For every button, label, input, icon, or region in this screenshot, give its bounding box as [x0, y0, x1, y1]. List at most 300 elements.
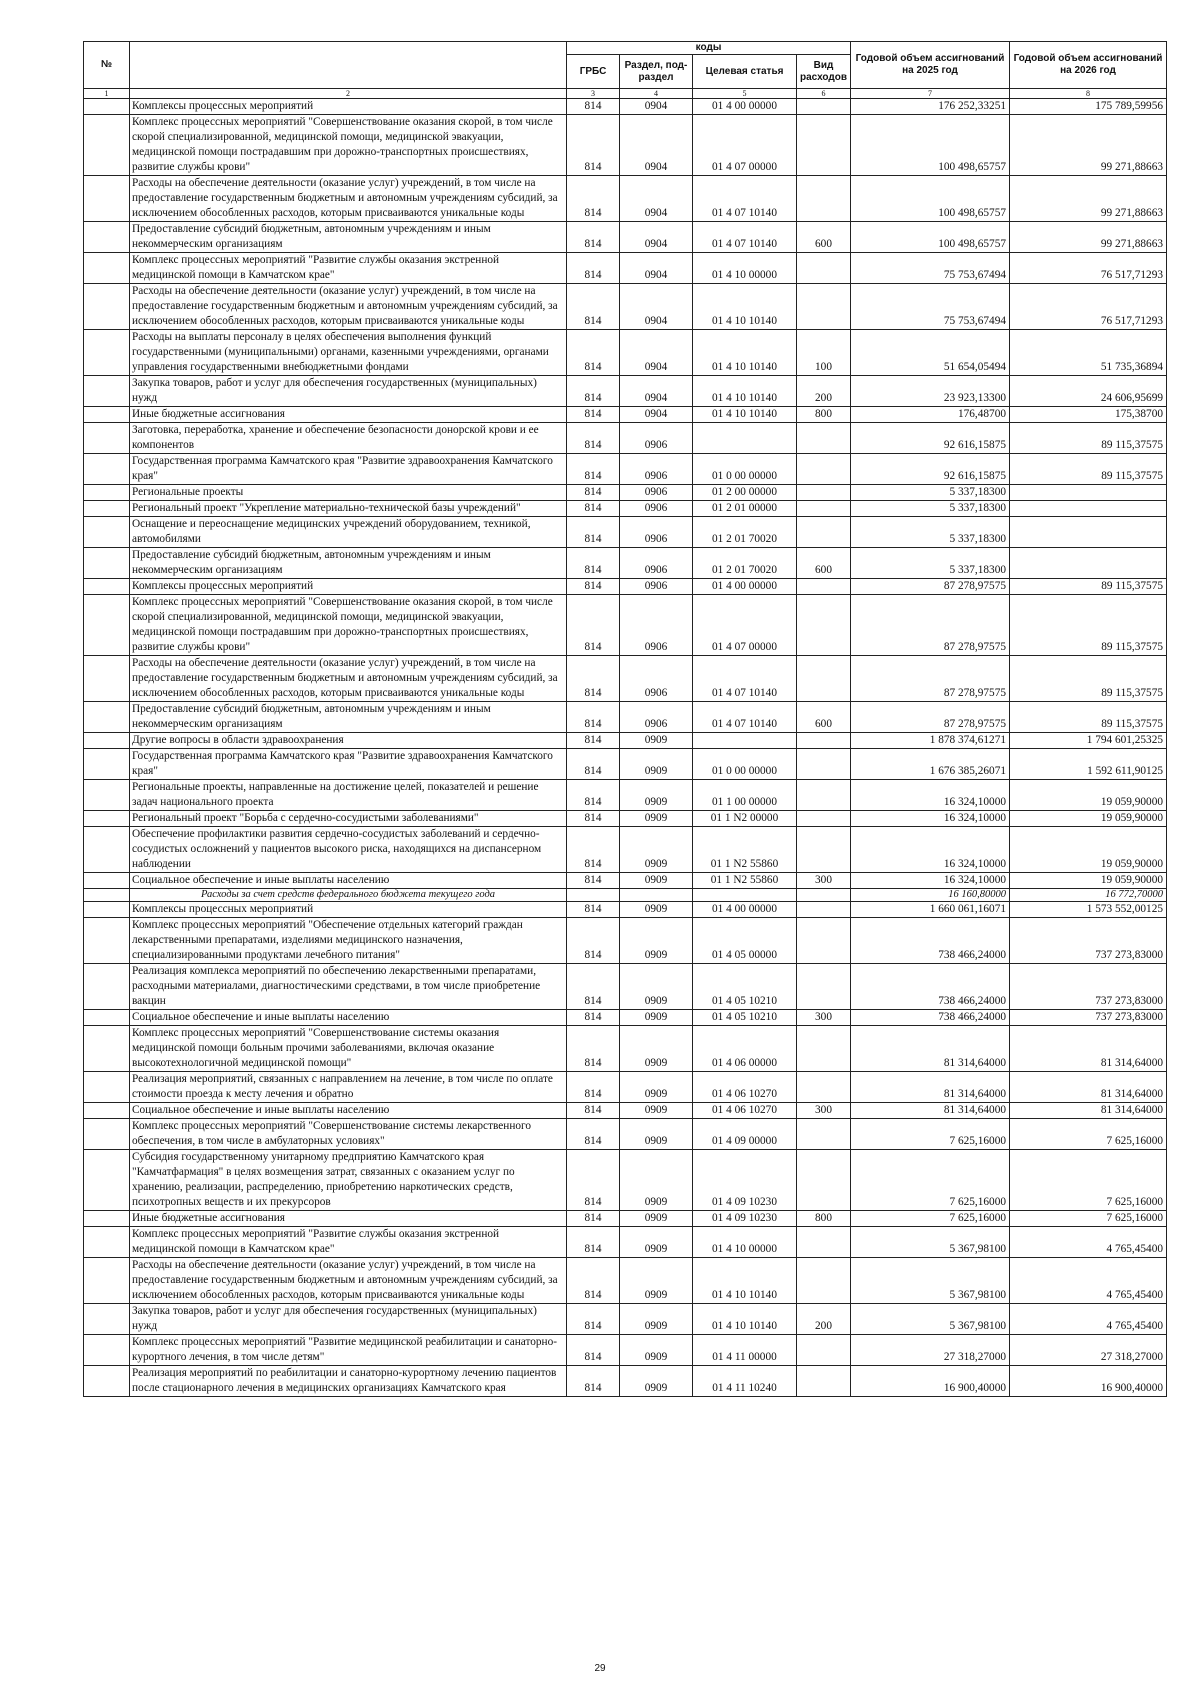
row-number-cell [84, 1304, 130, 1335]
table-row [84, 485, 1167, 501]
item-name: Расходы на обеспечение деятельности (оказание услуг) учреждений, в том числе на предоставление государственным бюджетным и автономным учреждениям субсидий, за исключением обособленных расходов, которым присваиваются уникальные коды [130, 1258, 567, 1304]
amount-2026: 4 765,45400 [1010, 1227, 1167, 1258]
grbs-code: 814 [567, 253, 620, 284]
item-name: Региональные проекты [130, 485, 567, 501]
row-number-cell [84, 1072, 130, 1103]
item-name: Расходы на обеспечение деятельности (оказание услуг) учреждений, в том числе на предоставление государственным бюджетным и автономным учреждениям субсидий, за исключением обособленных расходов, которым присваиваются уникальные коды [130, 284, 567, 330]
item-name: Закупка товаров, работ и услуг для обеспечения государственных (муниципальных) нужд [130, 376, 567, 407]
table-row [84, 330, 1167, 376]
row-number-cell [84, 330, 130, 376]
grbs-code: 814 [567, 902, 620, 918]
grbs-code: 814 [567, 407, 620, 423]
amount-2025: 5 367,98100 [851, 1227, 1010, 1258]
amount-2025: 5 337,18300 [851, 501, 1010, 517]
amount-2025: 87 278,97575 [851, 595, 1010, 656]
budget-sheet [83, 41, 1166, 1397]
row-number-cell [84, 115, 130, 176]
expense-kind-code: 200 [797, 376, 851, 407]
expense-kind-code: 800 [797, 407, 851, 423]
grbs-code: 814 [567, 376, 620, 407]
table-body [84, 99, 1167, 1397]
header-2026: Годовой объем ассигнований на 2026 год [1010, 42, 1167, 89]
amount-2025: 16 900,40000 [851, 1366, 1010, 1397]
item-name: Закупка товаров, работ и услуг для обеспечения государственных (муниципальных) нужд [130, 1304, 567, 1335]
table-row [84, 702, 1167, 733]
target-code: 01 4 07 10140 [693, 656, 797, 702]
amount-2026 [1010, 501, 1167, 517]
table-row [84, 423, 1167, 454]
column-number: 8 [1010, 89, 1167, 99]
target-code: 01 2 01 70020 [693, 517, 797, 548]
header-name [130, 42, 567, 89]
section-code: 0909 [620, 1119, 693, 1150]
grbs-code: 814 [567, 595, 620, 656]
empty-code-cell [693, 889, 797, 902]
row-number-cell [84, 423, 130, 454]
target-code: 01 4 09 00000 [693, 1119, 797, 1150]
row-number-cell [84, 1150, 130, 1211]
amount-2025: 5 367,98100 [851, 1258, 1010, 1304]
row-number-cell [84, 918, 130, 964]
grbs-code: 814 [567, 423, 620, 454]
column-number: 4 [620, 89, 693, 99]
section-code: 0909 [620, 749, 693, 780]
table-row [84, 811, 1167, 827]
table-row [84, 780, 1167, 811]
grbs-code: 814 [567, 579, 620, 595]
grbs-code: 814 [567, 485, 620, 501]
section-code: 0909 [620, 1258, 693, 1304]
expense-kind-code: 100 [797, 330, 851, 376]
section-code: 0909 [620, 1072, 693, 1103]
target-code: 01 4 10 10140 [693, 330, 797, 376]
amount-2026: 19 059,90000 [1010, 827, 1167, 873]
target-code: 01 4 10 10140 [693, 407, 797, 423]
target-code: 01 4 07 10140 [693, 702, 797, 733]
amount-2025: 7 625,16000 [851, 1211, 1010, 1227]
amount-2026: 89 115,37575 [1010, 702, 1167, 733]
column-number: 2 [130, 89, 567, 99]
expense-kind-code [797, 284, 851, 330]
section-code: 0909 [620, 1103, 693, 1119]
item-name: Государственная программа Камчатского края "Развитие здравоохранения Камчатского края" [130, 454, 567, 485]
amount-2026: 89 115,37575 [1010, 423, 1167, 454]
row-number-cell [84, 1103, 130, 1119]
section-code: 0909 [620, 1010, 693, 1026]
item-name: Расходы на выплаты персоналу в целях обеспечения выполнения функций государственными (муниципальными) органами, казенными учреждениями, органами управления государственными внебюджетными фондами [130, 330, 567, 376]
table-row [84, 595, 1167, 656]
item-name: Обеспечение профилактики развития сердечно-сосудистых заболеваний и сердечно-сосудистых осложнений у пациентов высокого риска, находящихся на диспансерном наблюдении [130, 827, 567, 873]
item-name: Реализация мероприятий по реабилитации и санаторно-курортному лечению пациентов после стационарного лечения в медицинских организациях Камчатского края [130, 1366, 567, 1397]
table-row [84, 407, 1167, 423]
table-row [84, 918, 1167, 964]
amount-2026: 175 789,59956 [1010, 99, 1167, 115]
row-number-cell [84, 1258, 130, 1304]
header-2025: Годовой объем ассигнований на 2025 год [851, 42, 1010, 89]
target-code: 01 4 05 10210 [693, 1010, 797, 1026]
section-code: 0909 [620, 964, 693, 1010]
item-name: Расходы на обеспечение деятельности (оказание услуг) учреждений, в том числе на предоставление государственным бюджетным и автономным учреждениям субсидий, за исключением обособленных расходов, которым присваиваются уникальные коды [130, 656, 567, 702]
grbs-code: 814 [567, 99, 620, 115]
expense-kind-code [797, 595, 851, 656]
amount-2026: 89 115,37575 [1010, 595, 1167, 656]
amount-2025: 81 314,64000 [851, 1026, 1010, 1072]
target-code: 01 1 N2 55860 [693, 873, 797, 889]
amount-2025: 75 753,67494 [851, 284, 1010, 330]
amount-2026: 89 115,37575 [1010, 454, 1167, 485]
item-name: Комплексы процессных мероприятий [130, 99, 567, 115]
expense-kind-code: 800 [797, 1211, 851, 1227]
row-number-cell [84, 902, 130, 918]
section-code: 0904 [620, 99, 693, 115]
amount-2025: 1 660 061,16071 [851, 902, 1010, 918]
section-code: 0906 [620, 702, 693, 733]
table-row [84, 99, 1167, 115]
table-row [84, 548, 1167, 579]
amount-2026: 7 625,16000 [1010, 1211, 1167, 1227]
expense-kind-code [797, 1026, 851, 1072]
section-code: 0904 [620, 115, 693, 176]
target-code: 01 4 05 10210 [693, 964, 797, 1010]
amount-2025: 87 278,97575 [851, 702, 1010, 733]
amount-2026: 51 735,36894 [1010, 330, 1167, 376]
amount-2026: 76 517,71293 [1010, 284, 1167, 330]
row-number-cell [84, 454, 130, 485]
grbs-code: 814 [567, 176, 620, 222]
amount-2025: 27 318,27000 [851, 1335, 1010, 1366]
expense-kind-code [797, 1150, 851, 1211]
amount-2026: 99 271,88663 [1010, 176, 1167, 222]
target-code: 01 0 00 00000 [693, 454, 797, 485]
table-row [84, 253, 1167, 284]
table-row [84, 454, 1167, 485]
table-row [84, 964, 1167, 1010]
amount-2026: 4 765,45400 [1010, 1304, 1167, 1335]
amount-2026: 1 592 611,90125 [1010, 749, 1167, 780]
amount-2025: 176 252,33251 [851, 99, 1010, 115]
row-number-cell [84, 517, 130, 548]
item-name: Комплекс процессных мероприятий "Развитие медицинской реабилитации и санаторно-курортного лечения, в том числе детям" [130, 1335, 567, 1366]
expense-kind-code [797, 517, 851, 548]
amount-2025: 81 314,64000 [851, 1103, 1010, 1119]
target-code: 01 4 00 00000 [693, 579, 797, 595]
expense-kind-code [797, 811, 851, 827]
expense-kind-code: 600 [797, 222, 851, 253]
table-row [84, 1010, 1167, 1026]
target-code: 01 4 10 00000 [693, 253, 797, 284]
target-code: 01 4 05 00000 [693, 918, 797, 964]
amount-2026: 7 625,16000 [1010, 1150, 1167, 1211]
header-kind: Вид расходов [797, 55, 851, 89]
target-code: 01 4 06 10270 [693, 1103, 797, 1119]
item-name: Расходы на обеспечение деятельности (оказание услуг) учреждений, в том числе на предоставление государственным бюджетным и автономным учреждениям субсидий, за исключением обособленных расходов, которым присваиваются уникальные коды [130, 176, 567, 222]
section-code: 0909 [620, 780, 693, 811]
grbs-code: 814 [567, 1335, 620, 1366]
amount-2025: 100 498,65757 [851, 115, 1010, 176]
item-name: Социальное обеспечение и иные выплаты населению [130, 1010, 567, 1026]
section-code: 0904 [620, 376, 693, 407]
table-row [84, 1072, 1167, 1103]
table-row [84, 1103, 1167, 1119]
section-code: 0906 [620, 656, 693, 702]
item-name: Социальное обеспечение и иные выплаты населению [130, 873, 567, 889]
target-code [693, 733, 797, 749]
item-name: Предоставление субсидий бюджетным, автономным учреждениям и иным некоммерческим организациям [130, 222, 567, 253]
amount-2026: 19 059,90000 [1010, 873, 1167, 889]
target-code: 01 1 N2 55860 [693, 827, 797, 873]
expense-kind-code [797, 1227, 851, 1258]
grbs-code: 814 [567, 1119, 620, 1150]
expense-kind-code [797, 1072, 851, 1103]
expense-kind-code [797, 485, 851, 501]
item-name: Комплекс процессных мероприятий "Совершенствование системы лекарственного обеспечения, в том числе в амбулаторных условиях" [130, 1119, 567, 1150]
section-code: 0909 [620, 918, 693, 964]
target-code: 01 4 06 00000 [693, 1026, 797, 1072]
section-code: 0909 [620, 902, 693, 918]
item-name: Субсидия государственному унитарному предприятию Камчатского края "Камчатфармация" в целях возмещения затрат, связанных с оказанием услуг по хранению, реализации, распределению, приобретению наркотических средств, психотропных веществ и их прекурсоров [130, 1150, 567, 1211]
amount-2025: 51 654,05494 [851, 330, 1010, 376]
expense-kind-code: 300 [797, 1103, 851, 1119]
amount-2025: 87 278,97575 [851, 579, 1010, 595]
amount-2025: 100 498,65757 [851, 176, 1010, 222]
item-name: Оснащение и переоснащение медицинских учреждений оборудованием, техникой, автомобилями [130, 517, 567, 548]
row-number-cell [84, 595, 130, 656]
target-code: 01 4 09 10230 [693, 1150, 797, 1211]
row-number-cell [84, 1026, 130, 1072]
expense-kind-code: 600 [797, 702, 851, 733]
amount-2026 [1010, 548, 1167, 579]
column-number: 6 [797, 89, 851, 99]
column-number: 1 [84, 89, 130, 99]
item-name: Комплекс процессных мероприятий "Развитие службы оказания экстренной медицинской помощи в Камчатском крае" [130, 1227, 567, 1258]
grbs-code: 814 [567, 1366, 620, 1397]
amount-2025: 16 324,10000 [851, 811, 1010, 827]
budget-table [83, 41, 1167, 1397]
amount-2026: 99 271,88663 [1010, 222, 1167, 253]
row-number-cell [84, 485, 130, 501]
row-number-cell [84, 749, 130, 780]
row-number-cell [84, 964, 130, 1010]
amount-2025: 1 878 374,61271 [851, 733, 1010, 749]
amount-2025: 5 337,18300 [851, 485, 1010, 501]
grbs-code: 814 [567, 749, 620, 780]
row-number-cell [84, 222, 130, 253]
expense-kind-code [797, 918, 851, 964]
target-code: 01 4 07 00000 [693, 115, 797, 176]
amount-2026: 76 517,71293 [1010, 253, 1167, 284]
amount-2026: 1 794 601,25325 [1010, 733, 1167, 749]
grbs-code: 814 [567, 1150, 620, 1211]
expense-kind-code [797, 454, 851, 485]
amount-2026: 175,38700 [1010, 407, 1167, 423]
amount-2025: 5 337,18300 [851, 548, 1010, 579]
amount-2025: 23 923,13300 [851, 376, 1010, 407]
amount-2026: 24 606,95699 [1010, 376, 1167, 407]
item-name: Иные бюджетные ассигнования [130, 407, 567, 423]
section-code: 0906 [620, 548, 693, 579]
section-code: 0909 [620, 1366, 693, 1397]
row-number-cell [84, 656, 130, 702]
row-number-cell [84, 99, 130, 115]
target-code: 01 4 07 10140 [693, 176, 797, 222]
column-number: 3 [567, 89, 620, 99]
header-codes: коды [567, 42, 851, 55]
header-target: Целевая статья [693, 55, 797, 89]
item-name: Региональный проект "Укрепление материально-технической базы учреждений" [130, 501, 567, 517]
target-code: 01 4 11 00000 [693, 1335, 797, 1366]
expense-kind-code: 200 [797, 1304, 851, 1335]
section-code: 0904 [620, 222, 693, 253]
header-grbs: ГРБС [567, 55, 620, 89]
target-code: 01 4 07 00000 [693, 595, 797, 656]
amount-2026: 89 115,37575 [1010, 579, 1167, 595]
row-number-cell [84, 873, 130, 889]
amount-2025: 81 314,64000 [851, 1072, 1010, 1103]
grbs-code: 814 [567, 1211, 620, 1227]
expense-kind-code [797, 115, 851, 176]
expense-kind-code [797, 964, 851, 1010]
table-row [84, 517, 1167, 548]
expense-kind-code [797, 579, 851, 595]
section-code: 0909 [620, 1304, 693, 1335]
grbs-code: 814 [567, 964, 620, 1010]
row-number-cell [84, 733, 130, 749]
section-code: 0909 [620, 1150, 693, 1211]
expense-kind-code: 600 [797, 548, 851, 579]
expense-kind-code [797, 902, 851, 918]
amount-2025: 92 616,15875 [851, 454, 1010, 485]
column-number: 7 [851, 89, 1010, 99]
amount-2026: 737 273,83000 [1010, 918, 1167, 964]
section-code: 0909 [620, 1335, 693, 1366]
item-name: Комплексы процессных мероприятий [130, 579, 567, 595]
item-name: Комплексы процессных мероприятий [130, 902, 567, 918]
amount-2026: 81 314,64000 [1010, 1026, 1167, 1072]
section-code: 0904 [620, 253, 693, 284]
table-row [84, 501, 1167, 517]
amount-2026: 16 900,40000 [1010, 1366, 1167, 1397]
grbs-code: 814 [567, 1103, 620, 1119]
row-number-cell [84, 780, 130, 811]
section-code: 0909 [620, 827, 693, 873]
table-row [84, 115, 1167, 176]
item-name: Государственная программа Камчатского края "Развитие здравоохранения Камчатского края" [130, 749, 567, 780]
grbs-code: 814 [567, 330, 620, 376]
amount-2025: 75 753,67494 [851, 253, 1010, 284]
item-name: Другие вопросы в области здравоохранения [130, 733, 567, 749]
row-number-cell [84, 284, 130, 330]
row-number-cell [84, 827, 130, 873]
target-code: 01 1 N2 00000 [693, 811, 797, 827]
expense-kind-code: 300 [797, 873, 851, 889]
grbs-code: 814 [567, 501, 620, 517]
target-code: 01 4 10 10140 [693, 284, 797, 330]
amount-2026: 99 271,88663 [1010, 115, 1167, 176]
amount-2026: 81 314,64000 [1010, 1103, 1167, 1119]
grbs-code: 814 [567, 1258, 620, 1304]
table-row [84, 1026, 1167, 1072]
grbs-code: 814 [567, 1227, 620, 1258]
header-section: Раздел, под-раздел [620, 55, 693, 89]
expense-kind-code [797, 253, 851, 284]
item-name: Предоставление субсидий бюджетным, автономным учреждениям и иным некоммерческим организациям [130, 548, 567, 579]
federal-amount-2025: 16 160,80000 [851, 889, 1010, 902]
amount-2025: 16 324,10000 [851, 873, 1010, 889]
grbs-code: 814 [567, 1010, 620, 1026]
amount-2026: 19 059,90000 [1010, 780, 1167, 811]
item-name: Иные бюджетные ассигнования [130, 1211, 567, 1227]
item-name: Комплекс процессных мероприятий "Развитие службы оказания экстренной медицинской помощи в Камчатском крае" [130, 253, 567, 284]
table-row [84, 1304, 1167, 1335]
table-row [84, 873, 1167, 889]
grbs-code: 814 [567, 733, 620, 749]
expense-kind-code [797, 1258, 851, 1304]
target-code: 01 0 00 00000 [693, 749, 797, 780]
row-number-cell [84, 1366, 130, 1397]
grbs-code: 814 [567, 454, 620, 485]
expense-kind-code: 300 [797, 1010, 851, 1026]
table-row [84, 176, 1167, 222]
target-code: 01 4 11 10240 [693, 1366, 797, 1397]
row-number-cell [84, 176, 130, 222]
section-code: 0909 [620, 733, 693, 749]
amount-2025: 16 324,10000 [851, 780, 1010, 811]
amount-2026: 81 314,64000 [1010, 1072, 1167, 1103]
section-code: 0904 [620, 407, 693, 423]
section-code: 0906 [620, 423, 693, 454]
page-number: 29 [594, 1663, 606, 1674]
target-code: 01 4 10 10140 [693, 1304, 797, 1335]
amount-2025: 5 367,98100 [851, 1304, 1010, 1335]
grbs-code: 814 [567, 284, 620, 330]
amount-2025: 100 498,65757 [851, 222, 1010, 253]
target-code: 01 4 00 00000 [693, 99, 797, 115]
amount-2025: 1 676 385,26071 [851, 749, 1010, 780]
expense-kind-code [797, 780, 851, 811]
section-code: 0906 [620, 517, 693, 548]
section-code: 0906 [620, 454, 693, 485]
table-row [84, 1258, 1167, 1304]
item-name: Заготовка, переработка, хранение и обеспечение безопасности донорской крови и ее компонентов [130, 423, 567, 454]
section-code: 0906 [620, 501, 693, 517]
row-number-cell [84, 1227, 130, 1258]
amount-2026: 1 573 552,00125 [1010, 902, 1167, 918]
empty-code-cell [620, 889, 693, 902]
target-code: 01 2 01 70020 [693, 548, 797, 579]
target-code: 01 1 00 00000 [693, 780, 797, 811]
item-name: Реализация комплекса мероприятий по обеспечению лекарственными препаратами, расходными материалами, диагностическими средствами, в том числе приобретение вакцин [130, 964, 567, 1010]
item-name: Комплекс процессных мероприятий "Совершенствование оказания скорой, в том числе скорой специализированной, медицинской помощи, медицинской эвакуации, медицинской помощи пострадавшим при дорожно-транспортных происшествиях, развитие службы крови" [130, 595, 567, 656]
amount-2025: 7 625,16000 [851, 1150, 1010, 1211]
table-row [84, 733, 1167, 749]
item-name: Реализация мероприятий, связанных с направлением на лечение, в том числе по оплате стоимости проезда к месту лечения и обратно [130, 1072, 567, 1103]
amount-2025: 92 616,15875 [851, 423, 1010, 454]
row-number-cell [84, 1211, 130, 1227]
target-code: 01 4 10 00000 [693, 1227, 797, 1258]
table-row [84, 284, 1167, 330]
federal-budget-row [84, 889, 1167, 902]
column-numbers-row [84, 89, 1167, 99]
row-number-cell [84, 811, 130, 827]
expense-kind-code [797, 1335, 851, 1366]
grbs-code: 814 [567, 918, 620, 964]
row-number-cell [84, 889, 130, 902]
grbs-code: 814 [567, 1026, 620, 1072]
section-code: 0904 [620, 176, 693, 222]
amount-2026: 27 318,27000 [1010, 1335, 1167, 1366]
table-header [84, 42, 1167, 99]
federal-amount-2026: 16 772,70000 [1010, 889, 1167, 902]
